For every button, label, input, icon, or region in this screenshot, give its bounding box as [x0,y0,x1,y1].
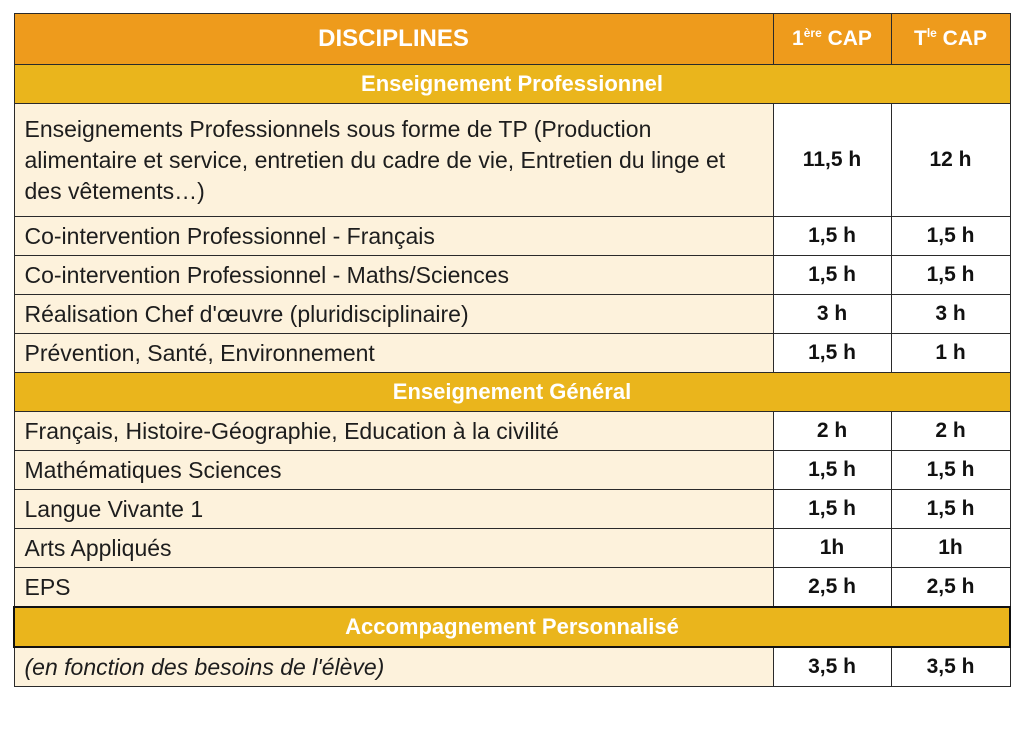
header-year2-main: T [913,27,927,50]
header-year1-main: 1 [792,27,804,50]
row-year2-hours: 2 h [891,412,1010,451]
section-title: Accompagnement Personnalisé [14,607,1010,647]
table-row [14,568,1010,608]
row-year1-hours: 1,5 h [773,217,891,256]
table-row [14,104,1010,217]
row-label: Enseignements Professionnels sous forme de TP (Production alimentaire et service, entretien du cadre de vie, Entretien du linge et des vêtements…) [14,104,773,217]
table-row [14,451,1010,490]
row-year2-hours: 1 h [891,334,1010,373]
table-row [14,647,1010,687]
table-row [14,295,1010,334]
row-year2-hours: 1,5 h [891,256,1010,295]
header-year2-sup: le [926,26,937,40]
section-title: Enseignement Professionnel [14,65,1010,104]
row-year1-hours: 2,5 h [773,568,891,608]
row-label: Arts Appliqués [14,529,773,568]
section-title: Enseignement Général [14,373,1010,412]
row-label: Mathématiques Sciences [14,451,773,490]
header-row [14,14,1010,65]
row-year2-hours: 2,5 h [891,568,1010,608]
row-year2-hours: 12 h [891,104,1010,217]
header-year2 [891,14,1010,65]
row-label: Langue Vivante 1 [14,490,773,529]
row-label: Réalisation Chef d'œuvre (pluridisciplinaire) [14,295,773,334]
cap-timetable [13,13,1011,687]
row-year1-hours: 1,5 h [773,451,891,490]
header-year1-sup: ère [803,26,822,40]
row-year1-hours: 11,5 h [773,104,891,217]
header-year1-suffix: CAP [821,27,872,50]
row-year2-hours: 1,5 h [891,451,1010,490]
header-year1 [773,14,891,65]
row-year2-hours: 1,5 h [891,217,1010,256]
row-year2-hours: 1,5 h [891,490,1010,529]
row-year1-hours: 1,5 h [773,490,891,529]
row-label: (en fonction des besoins de l'élève) [14,647,773,687]
table-row [14,529,1010,568]
row-year1-hours: 1,5 h [773,334,891,373]
row-year2-hours: 3 h [891,295,1010,334]
row-label: Co-intervention Professionnel - Maths/Sciences [14,256,773,295]
row-year1-hours: 1,5 h [773,256,891,295]
row-year1-hours: 2 h [773,412,891,451]
header-year2-suffix: CAP [936,27,988,50]
table-row [14,490,1010,529]
row-label: Français, Histoire-Géographie, Education à la civilité [14,412,773,451]
header-disciplines: DISCIPLINES [14,14,773,65]
row-year2-hours: 1h [891,529,1010,568]
row-year2-hours: 3,5 h [891,647,1010,687]
row-year1-hours: 3,5 h [773,647,891,687]
row-year1-hours: 1h [773,529,891,568]
row-label: EPS [14,568,773,608]
section-header-general [14,373,1010,412]
table-row [14,412,1010,451]
row-label: Prévention, Santé, Environnement [14,334,773,373]
row-year1-hours: 3 h [773,295,891,334]
row-label: Co-intervention Professionnel - Français [14,217,773,256]
table-row [14,217,1010,256]
section-header-accompagnement [14,607,1010,647]
table-row [14,256,1010,295]
table-row [14,334,1010,373]
section-header-professionnel [14,65,1010,104]
